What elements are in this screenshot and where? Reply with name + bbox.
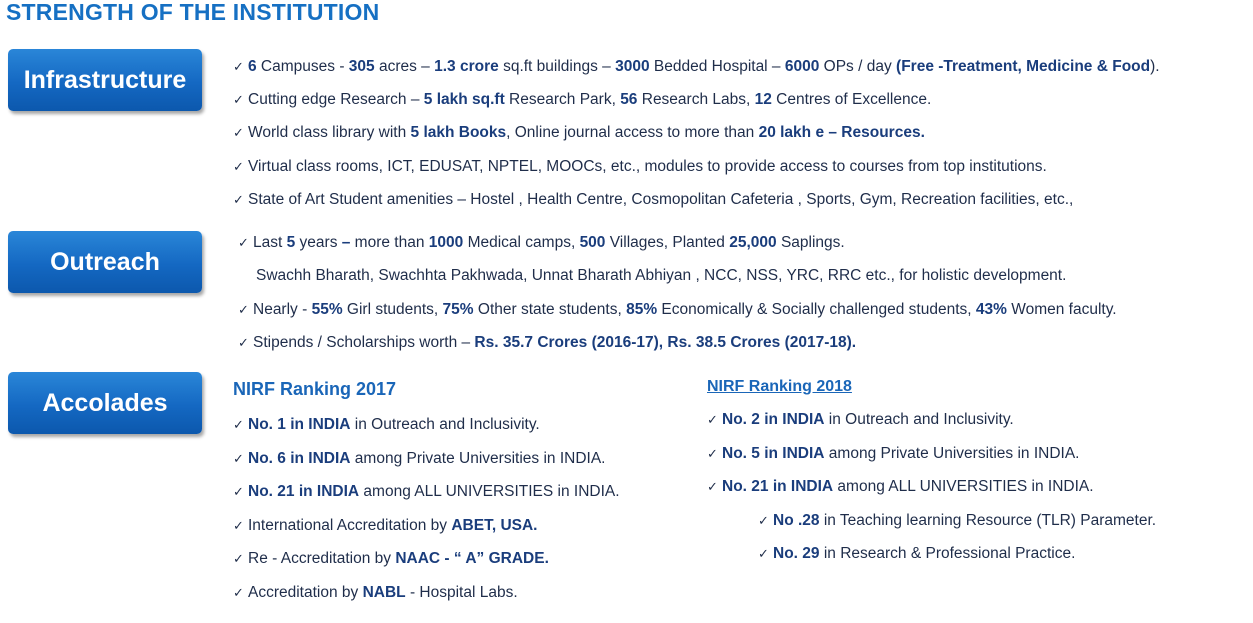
body-text: Swachh Bharath, Swachhta Pakhwada, Unnat Bharath Abhiyan , NCC, NSS, YRC, RRC etc., for holistic development. xyxy=(256,267,1067,284)
emphasis-text: NAAC - “ A” GRADE. xyxy=(395,550,549,567)
emphasis-text: 1.3 crore xyxy=(434,58,499,75)
check-icon: ✓ xyxy=(238,302,249,317)
check-icon: ✓ xyxy=(707,446,718,461)
emphasis-text: 3000 xyxy=(615,58,650,75)
body-text: International Accreditation by xyxy=(248,517,452,534)
check-icon: ✓ xyxy=(233,59,244,74)
emphasis-text: No. 29 xyxy=(773,545,820,562)
check-icon: ✓ xyxy=(758,546,769,561)
emphasis-text: 6 xyxy=(248,58,257,75)
emphasis-text: 5 lakh Books xyxy=(410,124,507,141)
body-text: in Outreach and Inclusivity. xyxy=(350,416,540,433)
body-text: Centres of Excellence. xyxy=(771,91,932,108)
body-text: Virtual class rooms, ICT, EDUSAT, NPTEL, MOOCs, etc., modules to provide access to courses from top institutions. xyxy=(248,158,1047,175)
emphasis-text: 5 xyxy=(286,234,296,251)
body-text: years xyxy=(295,234,342,251)
body-text: more than xyxy=(350,234,429,251)
emphasis-text: 500 xyxy=(579,234,606,251)
check-icon: ✓ xyxy=(758,513,769,528)
emphasis-text: 43% xyxy=(975,301,1007,318)
nirf-2018-item xyxy=(707,477,1094,497)
nirf-2018-item xyxy=(707,444,1079,464)
body-text: Accreditation by xyxy=(248,584,363,601)
body-text: sq.ft buildings – xyxy=(498,58,616,75)
emphasis-text: 12 xyxy=(754,91,772,108)
check-icon: ✓ xyxy=(233,585,244,600)
body-text: - Hospital Labs. xyxy=(405,584,518,601)
outreach-item xyxy=(238,233,845,253)
page-title: STRENGTH OF THE INSTITUTION xyxy=(6,0,380,25)
emphasis-text: No. 21 in INDIA xyxy=(722,478,834,495)
emphasis-text: 1000 xyxy=(428,234,464,251)
check-icon: ✓ xyxy=(233,192,244,207)
check-icon: ✓ xyxy=(233,484,244,499)
check-icon: ✓ xyxy=(233,518,244,533)
check-icon: ✓ xyxy=(707,479,718,494)
body-text: Cutting edge Research – xyxy=(248,91,424,108)
check-icon: ✓ xyxy=(233,125,244,140)
body-text: Research Park, xyxy=(504,91,621,108)
emphasis-text: 85% xyxy=(626,301,658,318)
check-icon: ✓ xyxy=(233,551,244,566)
accolades-badge: Accolades xyxy=(8,372,202,434)
infrastructure-item xyxy=(233,190,1073,210)
emphasis-text: 6000 xyxy=(784,58,820,75)
body-text: among Private Universities in INDIA. xyxy=(824,445,1080,462)
nirf-2017-item xyxy=(233,449,605,469)
body-text: , Online journal access to more than xyxy=(506,124,759,141)
emphasis-text: – xyxy=(341,234,351,251)
body-text: Research Labs, xyxy=(637,91,755,108)
body-text: among ALL UNIVERSITIES in INDIA. xyxy=(833,478,1094,495)
emphasis-text: No. 1 in INDIA xyxy=(248,416,351,433)
body-text: Girl students, xyxy=(342,301,443,318)
check-icon: ✓ xyxy=(233,451,244,466)
emphasis-text: 20 lakh e – Resources. xyxy=(758,124,925,141)
body-text: Saplings. xyxy=(776,234,845,251)
body-text: Stipends / Scholarships worth – xyxy=(253,334,475,351)
infrastructure-item xyxy=(233,57,1160,77)
body-text: Women faculty. xyxy=(1006,301,1117,318)
body-text: among ALL UNIVERSITIES in INDIA. xyxy=(359,483,620,500)
nirf-2017-item xyxy=(233,516,537,536)
check-icon: ✓ xyxy=(233,92,244,107)
nirf-2017-heading: NIRF Ranking 2017 xyxy=(233,379,397,399)
body-text: Bedded Hospital – xyxy=(649,58,785,75)
nirf-2018-item xyxy=(758,544,1075,564)
check-icon: ✓ xyxy=(238,335,249,350)
outreach-item xyxy=(256,266,1066,286)
body-text: Medical camps, xyxy=(463,234,580,251)
check-icon: ✓ xyxy=(707,412,718,427)
infrastructure-badge: Infrastructure xyxy=(8,49,202,111)
emphasis-text: 305 xyxy=(348,58,375,75)
nirf-2018-heading: NIRF Ranking 2018 xyxy=(707,378,852,395)
emphasis-text: 56 xyxy=(620,91,638,108)
body-text: in Research & Professional Practice. xyxy=(819,545,1076,562)
check-icon: ✓ xyxy=(233,159,244,174)
emphasis-text: No. 2 in INDIA xyxy=(722,411,825,428)
body-text: in Teaching learning Resource (TLR) Parameter. xyxy=(819,512,1157,529)
emphasis-text: 5 lakh sq.ft xyxy=(423,91,505,108)
emphasis-text: 75% xyxy=(442,301,474,318)
body-text: OPs / day xyxy=(819,58,897,75)
emphasis-text: (Free -Treatment, Medicine & Food xyxy=(896,58,1151,75)
nirf-2017-item xyxy=(233,415,540,435)
body-text: Nearly - xyxy=(253,301,312,318)
emphasis-text: No. 6 in INDIA xyxy=(248,450,351,467)
body-text: Re - Accreditation by xyxy=(248,550,396,567)
nirf-2017-item xyxy=(233,549,549,569)
emphasis-text: No. 5 in INDIA xyxy=(722,445,825,462)
emphasis-text: NABL xyxy=(362,584,406,601)
body-text: Last xyxy=(253,234,287,251)
body-text: ). xyxy=(1150,58,1160,75)
body-text: in Outreach and Inclusivity. xyxy=(824,411,1014,428)
body-text: Economically & Socially challenged students, xyxy=(657,301,976,318)
body-text: among Private Universities in INDIA. xyxy=(350,450,606,467)
emphasis-text: Rs. 35.7 Crores (2016-17), Rs. 38.5 Crores (2017-18). xyxy=(474,334,857,351)
body-text: State of Art Student amenities – Hostel , Health Centre, Cosmopolitan Cafeteria , Sports, Gym, Recreation facilities, etc., xyxy=(248,191,1074,208)
body-text: acres – xyxy=(374,58,435,75)
emphasis-text: 25,000 xyxy=(729,234,777,251)
emphasis-text: No. 21 in INDIA xyxy=(248,483,360,500)
body-text: Other state students, xyxy=(473,301,627,318)
body-text: Campuses - xyxy=(256,58,349,75)
outreach-badge: Outreach xyxy=(8,231,202,293)
check-icon: ✓ xyxy=(238,235,249,250)
body-text: Villages, Planted xyxy=(605,234,730,251)
nirf-2018-item xyxy=(758,511,1156,531)
emphasis-text: No .28 xyxy=(773,512,820,529)
infrastructure-item xyxy=(233,90,931,110)
infrastructure-item xyxy=(233,157,1047,177)
outreach-item xyxy=(238,333,856,353)
emphasis-text: ABET, USA. xyxy=(451,517,538,534)
check-icon: ✓ xyxy=(233,417,244,432)
nirf-2017-item xyxy=(233,482,620,502)
nirf-2018-item xyxy=(707,410,1014,430)
outreach-item xyxy=(238,300,1117,320)
nirf-2017-item xyxy=(233,583,518,603)
infrastructure-item xyxy=(233,123,925,143)
emphasis-text: 55% xyxy=(311,301,343,318)
body-text: World class library with xyxy=(248,124,411,141)
